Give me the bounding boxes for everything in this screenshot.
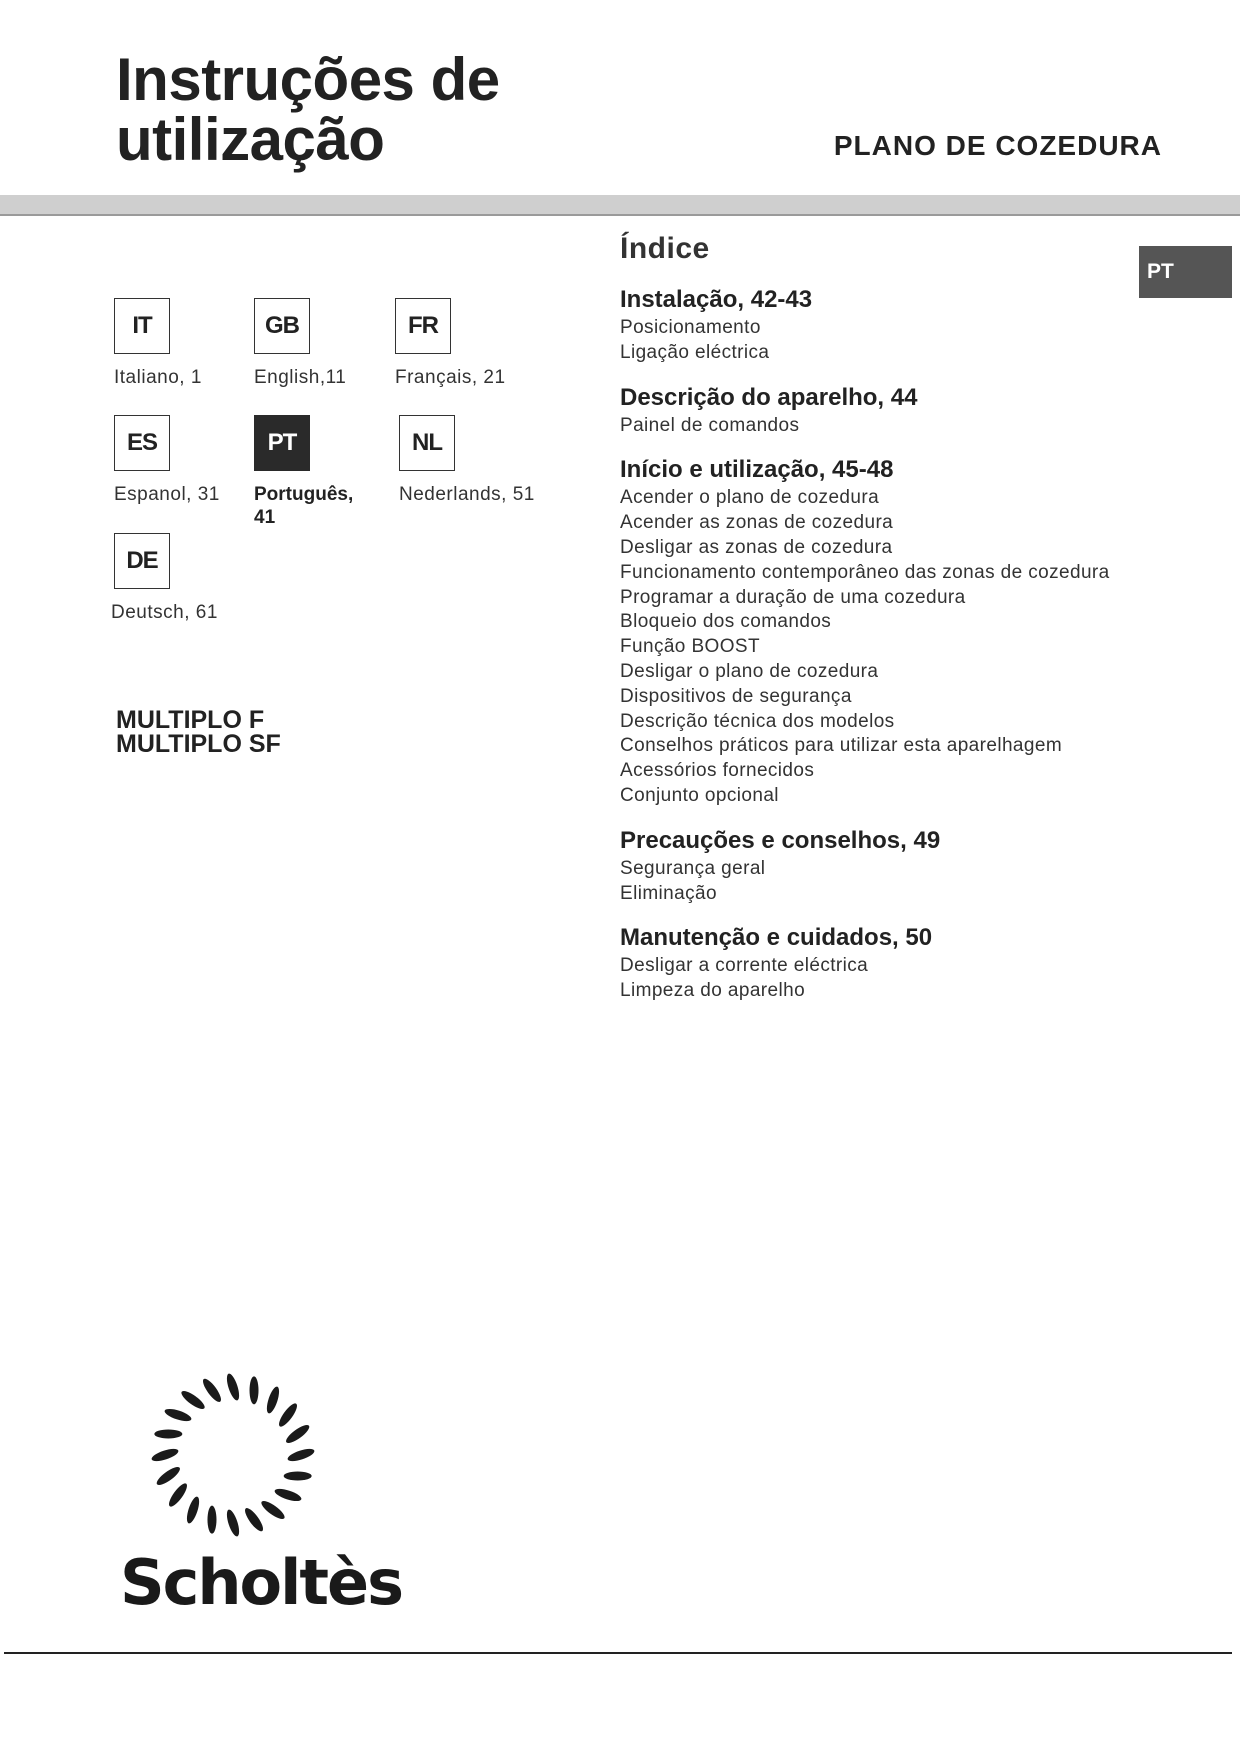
sun-petal-icon — [166, 1481, 190, 1509]
language-code-box: DE — [114, 533, 170, 589]
language-code-box: ES — [114, 415, 170, 471]
toc-item[interactable]: Função BOOST — [620, 636, 760, 658]
title-line-2: utilização — [116, 106, 385, 173]
toc-sections — [620, 286, 1140, 1004]
toc-item[interactable]: Acender o plano de cozedura — [620, 487, 880, 509]
toc-item[interactable]: Bloqueio dos comandos — [620, 611, 832, 633]
toc-section — [620, 286, 1140, 366]
toc-item[interactable]: Ligação eléctrica — [620, 341, 770, 363]
toc-item[interactable]: Painel de comandos — [620, 414, 800, 436]
language-entry-de[interactable] — [111, 533, 304, 624]
language-label: Deutsch, 61 — [111, 602, 218, 623]
model-name: MULTIPLO SF — [116, 730, 281, 758]
sun-petal-icon — [284, 1472, 312, 1481]
toc-item[interactable]: Funcionamento contemporâneo das zonas de cozedura — [620, 561, 1110, 583]
table-of-contents — [620, 232, 1140, 1022]
sun-petal-icon — [286, 1446, 315, 1463]
toc-section — [620, 924, 1140, 1004]
sun-petal-icon — [163, 1406, 192, 1423]
title-line-1: Instruções de — [116, 46, 500, 113]
language-label: Français, 21 — [395, 367, 506, 388]
page-title — [116, 46, 500, 173]
sun-petal-icon — [242, 1506, 266, 1534]
toc-section-heading[interactable]: Descrição do aparelho, 44 — [620, 383, 918, 411]
toc-item[interactable]: Limpeza do aparelho — [620, 980, 806, 1002]
language-entry-nl[interactable] — [399, 415, 589, 506]
header-divider — [0, 195, 1240, 216]
toc-section — [620, 827, 1140, 907]
model-name: MULTIPLO F — [116, 706, 265, 734]
language-side-tab: PT — [1139, 246, 1232, 298]
sun-petal-icon — [184, 1495, 201, 1524]
toc-item[interactable]: Descrição técnica dos modelos — [620, 710, 895, 732]
toc-item[interactable]: Conjunto opcional — [620, 784, 779, 806]
brand-name: Scholtès — [120, 1546, 402, 1619]
language-label: Italiano, 1 — [114, 367, 202, 388]
toc-section — [620, 456, 1140, 808]
toc-item[interactable]: Posicionamento — [620, 317, 761, 338]
sun-petal-icon — [259, 1498, 287, 1522]
toc-item[interactable]: Conselhos práticos para utilizar esta aparelhagem — [620, 735, 1063, 757]
language-entry-pt[interactable] — [254, 415, 374, 529]
toc-item[interactable]: Eliminação — [620, 882, 717, 904]
sun-petal-icon — [150, 1446, 179, 1463]
language-label: Espanol, 31 — [114, 484, 220, 505]
sun-petal-icon — [224, 1372, 241, 1401]
language-code-box-selected: PT — [254, 415, 310, 471]
sun-petal-icon — [276, 1401, 300, 1429]
sun-petal-icon — [284, 1422, 312, 1446]
sun-petal-icon — [264, 1385, 281, 1414]
toc-item[interactable]: Acender as zonas de cozedura — [620, 512, 894, 534]
language-label: Nederlands, 51 — [399, 484, 535, 505]
sun-petal-icon — [154, 1464, 182, 1488]
sun-petal-icon — [250, 1376, 259, 1404]
toc-title: Índice — [620, 232, 710, 265]
language-entry-fr[interactable] — [395, 298, 585, 389]
toc-item[interactable]: Dispositivos de segurança — [620, 685, 852, 707]
toc-section-heading[interactable]: Início e utilização, 45-48 — [620, 456, 894, 484]
model-names — [116, 708, 281, 756]
toc-item[interactable]: Desligar o plano de cozedura — [620, 660, 879, 682]
language-code-box: NL — [399, 415, 455, 471]
language-code-box: FR — [395, 298, 451, 354]
toc-item[interactable]: Programar a duração de uma cozedura — [620, 586, 966, 608]
footer-rule — [4, 1652, 1232, 1654]
toc-item[interactable]: Desligar a corrente eléctrica — [620, 955, 869, 977]
sun-petal-icon — [207, 1506, 216, 1534]
toc-section-heading[interactable]: Manutenção e cuidados, 50 — [620, 924, 933, 952]
sun-petal-icon — [200, 1376, 224, 1404]
toc-section — [620, 384, 1140, 439]
sun-petal-icon — [224, 1508, 241, 1537]
toc-item[interactable]: Segurança geral — [620, 857, 766, 879]
sun-petal-icon — [273, 1486, 302, 1503]
brand-logo — [120, 1370, 402, 1619]
language-code-box: GB — [254, 298, 310, 354]
toc-section-heading[interactable]: Instalação, 42-43 — [620, 286, 813, 313]
toc-section-heading[interactable]: Precauções e conselhos, 49 — [620, 826, 941, 854]
sun-petal-icon — [154, 1429, 182, 1438]
toc-item[interactable]: Acessórios fornecidos — [620, 760, 815, 782]
language-code-box: IT — [114, 298, 170, 354]
sun-petal-icon — [179, 1388, 207, 1412]
toc-item[interactable]: Desligar as zonas de cozedura — [620, 536, 893, 558]
language-label-selected: Português, 41 — [254, 484, 354, 528]
product-type: PLANO DE COZEDURA — [833, 130, 1162, 161]
language-label: English,11 — [254, 367, 347, 388]
sun-logo-icon — [148, 1370, 318, 1540]
